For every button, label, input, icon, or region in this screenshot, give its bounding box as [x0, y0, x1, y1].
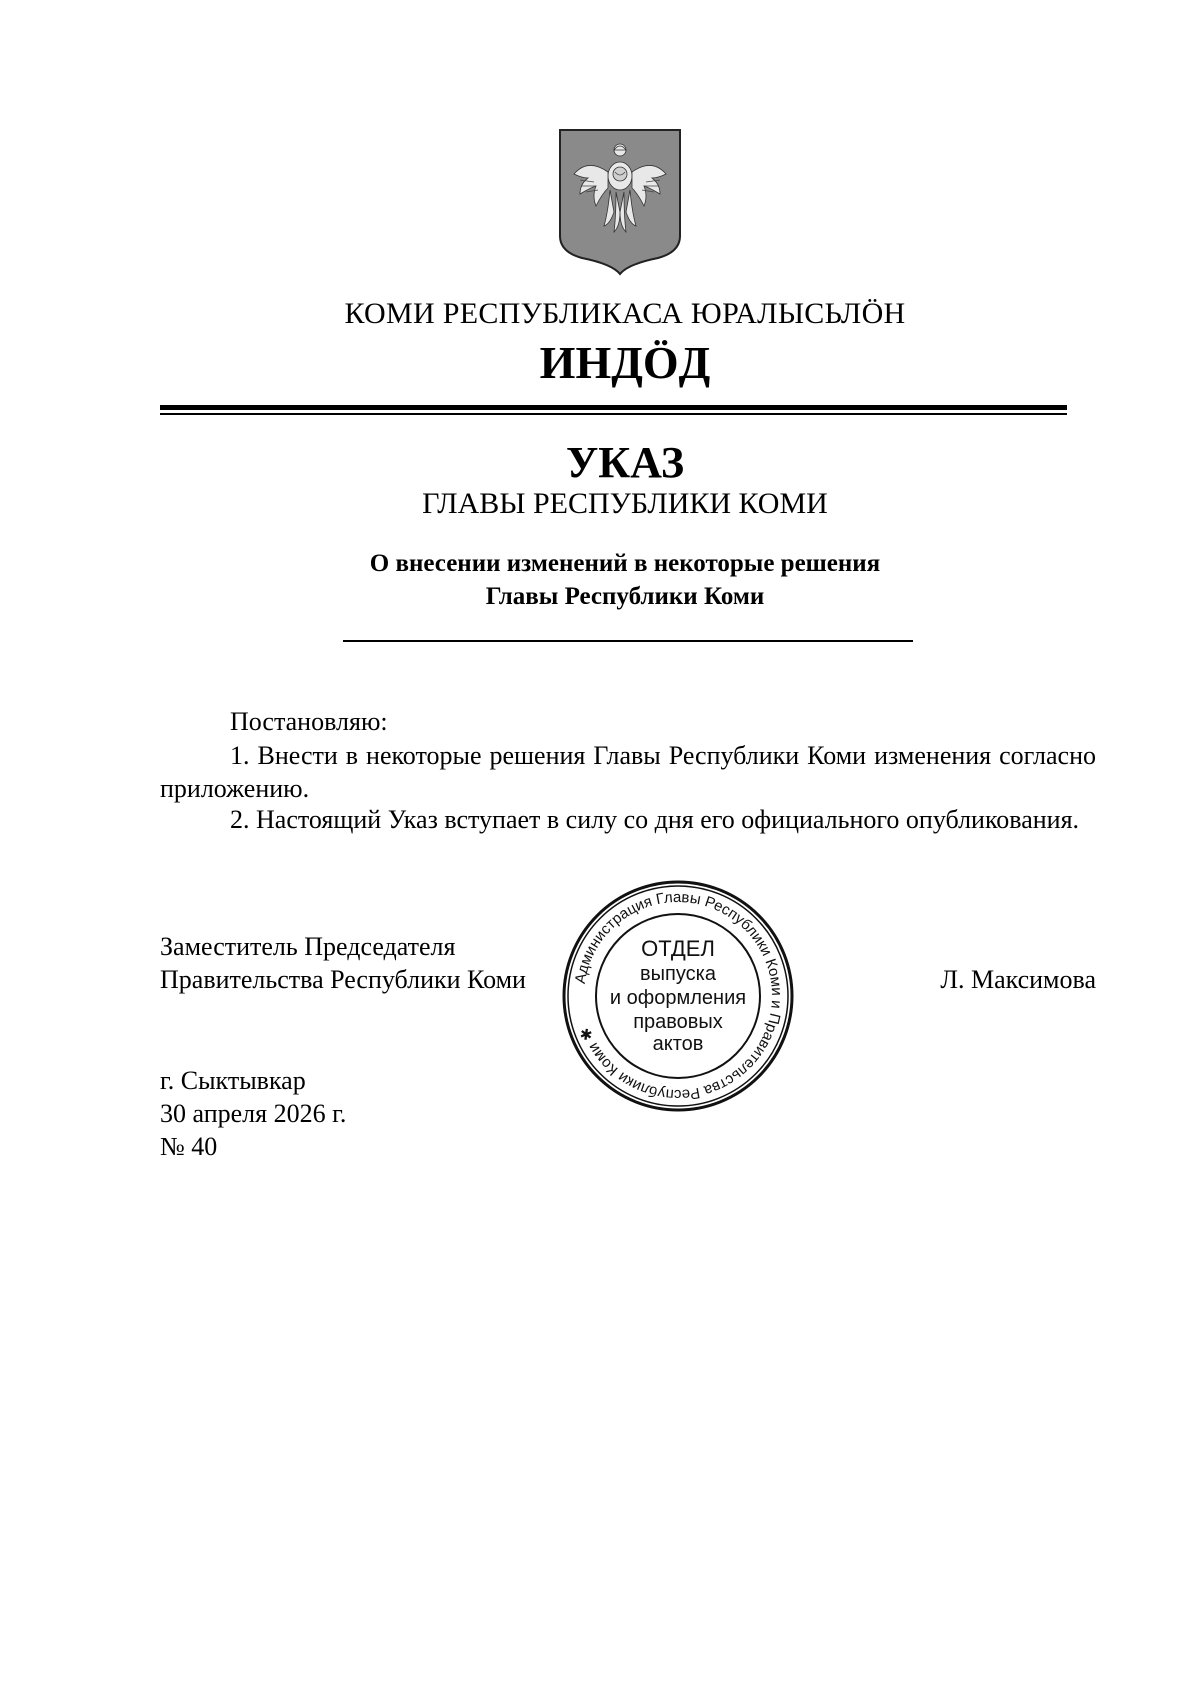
- signer-name: Л. Максимова: [940, 965, 1096, 994]
- signer-position-line-1: Заместитель Председателя: [160, 932, 456, 961]
- stamp-ring-text: Администрация Главы Республики Коми и Правительства Республики Коми ✱: [571, 888, 786, 1104]
- document-title: УКАЗ: [565, 438, 685, 487]
- signing-city: г. Сыктывкар: [160, 1066, 306, 1095]
- stamp-center-line-2: выпуска: [640, 963, 716, 985]
- header-divider-thin: [160, 413, 1067, 415]
- komi-coat-of-arms-icon: [558, 128, 682, 276]
- document-subject-line-2: Главы Республики Коми: [485, 583, 765, 610]
- header-decree-word: ИНДÖД: [539, 337, 711, 388]
- decree-item-2: 2. Настоящий Указ вступает в силу со дня его официального опубликования.: [230, 805, 1080, 834]
- document-issuer: ГЛАВЫ РЕСПУБЛИКИ КОМИ: [422, 487, 828, 520]
- header-republic-name: КОМИ РЕСПУБЛИКАСА ЮРАЛЫСЬЛÖН: [344, 297, 906, 330]
- decree-item-1: 1. Внести в некоторые решения Главы Республики Коми изменения согласно приложению.: [160, 741, 1096, 803]
- stamp-center-line-4: правовых: [633, 1011, 723, 1033]
- decree-number: № 40: [160, 1132, 218, 1161]
- stamp-center-line-3: и оформления: [609, 987, 747, 1009]
- official-stamp: [560, 878, 796, 1114]
- signing-date: 30 апреля 2026 г.: [160, 1099, 347, 1128]
- header-divider-thick: [160, 405, 1067, 410]
- resolve-phrase: Постановляю:: [230, 707, 388, 736]
- document-subject-line-1: О внесении изменений в некоторые решения: [369, 550, 881, 577]
- signer-position-line-2: Правительства Республики Коми: [160, 965, 526, 994]
- subject-underline: [343, 640, 913, 642]
- stamp-center-line-5: актов: [652, 1033, 704, 1055]
- stamp-center-line-1: ОТДЕЛ: [641, 936, 715, 961]
